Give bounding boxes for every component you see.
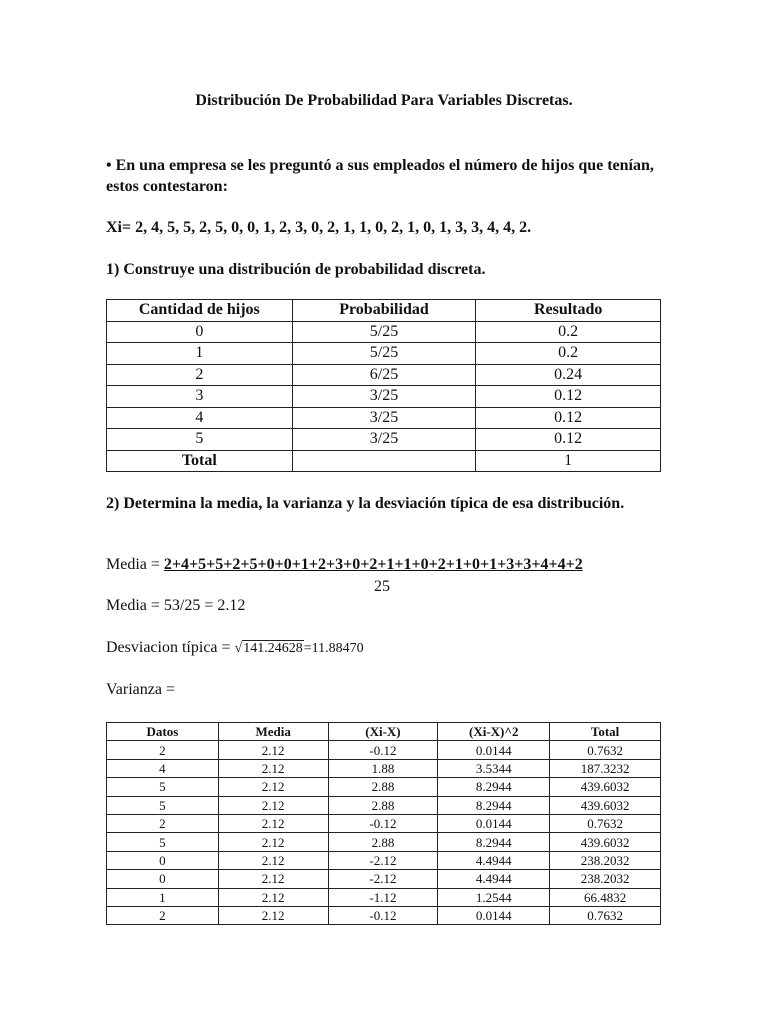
desviacion-result: =11.88470 [303, 641, 364, 656]
table-cell: 5 [107, 778, 219, 796]
column-header: (Xi-X)^2 [438, 723, 550, 741]
table-row [107, 833, 661, 851]
table-header-row [107, 300, 661, 322]
table-cell: 1.88 [328, 759, 438, 777]
table-cell: 0.24 [476, 364, 661, 386]
table-cell: 6/25 [292, 364, 476, 386]
table-cell: 4 [107, 407, 293, 429]
table-cell: 0.12 [476, 386, 661, 408]
question-1: 1) Construye una distribución de probabilidad discreta. [106, 261, 486, 278]
table-cell: 2.12 [218, 741, 328, 759]
media-result: Media = 53/25 = 2.12 [106, 597, 246, 614]
table-cell: 66.4832 [550, 888, 661, 906]
table-cell: -0.12 [328, 741, 438, 759]
table-cell: 2.12 [218, 796, 328, 814]
table-cell: 5 [107, 833, 219, 851]
table-row [107, 870, 661, 888]
table-cell: 5 [107, 429, 293, 451]
table-cell: Total [107, 450, 293, 472]
table-cell: -1.12 [328, 888, 438, 906]
desviacion-label: Desviacion típica = [106, 639, 235, 656]
table-cell: 0.2 [476, 321, 661, 343]
table-cell: 2.88 [328, 778, 438, 796]
table-row [107, 778, 661, 796]
variance-table [106, 722, 661, 925]
table-cell: 5 [107, 796, 219, 814]
table-cell: 2.12 [218, 833, 328, 851]
table-cell: 0.0144 [438, 814, 550, 832]
table-cell: -2.12 [328, 851, 438, 869]
table-cell: 2 [107, 741, 219, 759]
table-row [107, 814, 661, 832]
table-cell: 3.5344 [438, 759, 550, 777]
column-header: Probabilidad [292, 300, 476, 322]
table-row [107, 407, 661, 429]
probability-table [106, 299, 661, 472]
column-header: (Xi-X) [328, 723, 438, 741]
table-cell: 5/25 [292, 343, 476, 365]
table-cell [292, 450, 476, 472]
table-cell: -2.12 [328, 870, 438, 888]
table-cell: 0 [107, 870, 219, 888]
table-cell: 2 [107, 906, 219, 924]
table-cell: 3/25 [292, 429, 476, 451]
column-header: Datos [107, 723, 219, 741]
table-cell: 5/25 [292, 321, 476, 343]
table-cell: 0 [107, 851, 219, 869]
table-cell: 2.12 [218, 814, 328, 832]
table-cell: 0.7632 [550, 906, 661, 924]
table-row [107, 759, 661, 777]
table-cell: 0.7632 [550, 741, 661, 759]
table-cell: 0.0144 [438, 906, 550, 924]
question-2: 2) Determina la media, la varianza y la desviación típica de esa distribución. [106, 495, 625, 512]
table-header-row [107, 723, 661, 741]
table-cell: 2.12 [218, 888, 328, 906]
table-cell: 8.2944 [438, 833, 550, 851]
table-cell: 2.12 [218, 906, 328, 924]
table-cell: 1 [476, 450, 661, 472]
table-row [107, 888, 661, 906]
table-cell: 1 [107, 343, 293, 365]
table-cell: 3 [107, 386, 293, 408]
table-row [107, 429, 661, 451]
table-cell: 3/25 [292, 386, 476, 408]
table-cell: 0.7632 [550, 814, 661, 832]
table-cell: 8.2944 [438, 778, 550, 796]
table-row [107, 321, 661, 343]
table-cell: 2 [107, 814, 219, 832]
square-root: √141.24628 [234, 641, 303, 656]
table-row [107, 796, 661, 814]
table-cell: 439.6032 [550, 796, 661, 814]
table-row [107, 386, 661, 408]
table-cell: 4.4944 [438, 851, 550, 869]
table-cell: 2.12 [218, 759, 328, 777]
table-cell: 439.6032 [550, 833, 661, 851]
media-denominator: 25 [374, 578, 390, 595]
total-row [107, 450, 661, 472]
media-numerator: 2+4+5+5+2+5+0+0+1+2+3+0+2+1+1+0+2+1+0+1+3+3+4+4+2 [163, 556, 583, 573]
table-cell: 238.2032 [550, 851, 661, 869]
table-row [107, 851, 661, 869]
column-header: Cantidad de hijos [107, 300, 293, 322]
table-cell: 4.4944 [438, 870, 550, 888]
table-cell: 1 [107, 888, 219, 906]
column-header: Total [550, 723, 661, 741]
table-row [107, 906, 661, 924]
table-cell: 2.88 [328, 796, 438, 814]
radicand: 141.24628 [243, 641, 303, 656]
media-formula [106, 556, 583, 574]
table-cell: 1.2544 [438, 888, 550, 906]
desviacion-formula [106, 639, 364, 657]
table-cell: 0.12 [476, 407, 661, 429]
table-cell: 2.12 [218, 778, 328, 796]
intro-paragraph: • En una empresa se les preguntó a sus empleados el número de hijos que tenían, estos contestaron: [106, 157, 654, 195]
table-cell: 2.12 [218, 851, 328, 869]
media-label: Media = [106, 556, 164, 573]
table-cell: 3/25 [292, 407, 476, 429]
table-row [107, 343, 661, 365]
table-cell: 238.2032 [550, 870, 661, 888]
table-row [107, 741, 661, 759]
table-cell: -0.12 [328, 814, 438, 832]
table-cell: 0 [107, 321, 293, 343]
column-header: Resultado [476, 300, 661, 322]
table-cell: 0.0144 [438, 741, 550, 759]
column-header: Media [218, 723, 328, 741]
table-row [107, 364, 661, 386]
table-cell: 8.2944 [438, 796, 550, 814]
table-cell: -0.12 [328, 906, 438, 924]
table-cell: 0.2 [476, 343, 661, 365]
table-cell: 2.88 [328, 833, 438, 851]
table-cell: 187.3232 [550, 759, 661, 777]
table-cell: 439.6032 [550, 778, 661, 796]
varianza-label: Varianza = [106, 681, 175, 698]
document-title: Distribución De Probabilidad Para Variables Discretas. [195, 92, 573, 109]
xi-values: Xi= 2, 4, 5, 5, 2, 5, 0, 0, 1, 2, 3, 0, 2, 1, 1, 0, 2, 1, 0, 1, 3, 3, 4, 4, 2. [106, 219, 532, 236]
table-cell: 4 [107, 759, 219, 777]
table-cell: 2.12 [218, 870, 328, 888]
table-cell: 0.12 [476, 429, 661, 451]
table-cell: 2 [107, 364, 293, 386]
